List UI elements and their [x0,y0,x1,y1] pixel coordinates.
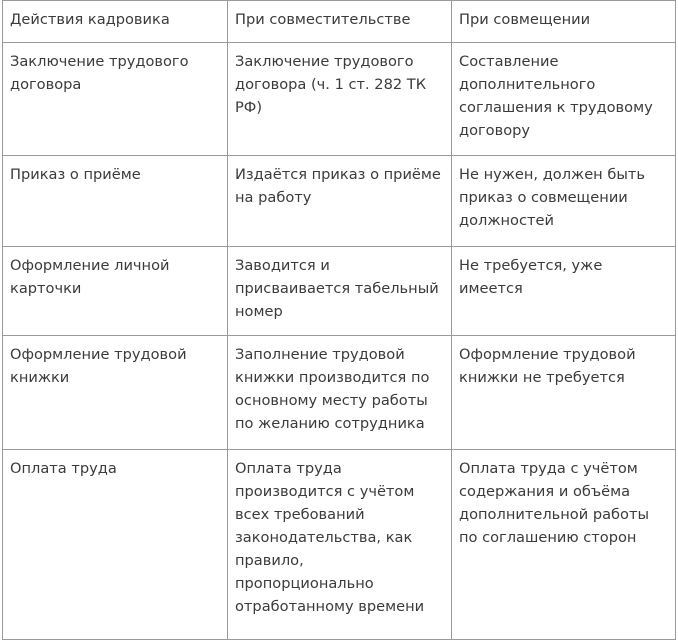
table-cell-action: Приказ о приёме [3,156,228,247]
table-cell-part-time: Издаётся приказ о приёме на работу [228,156,452,247]
header-cell-combination: При совмещении [452,1,676,43]
comparison-table [2,0,676,640]
table-cell-combination: Оформление трудовой книжки не требуется [452,336,676,450]
table-row [3,450,676,640]
table-cell-action: Оплата труда [3,450,228,640]
header-cell-actions: Действия кадровика [3,1,228,43]
table-cell-part-time: Оплата труда производится с учётом всех требований законодательства, как правило, пропорционально отработанному времени [228,450,452,640]
table-header-row [3,1,676,43]
table-row [3,156,676,247]
header-cell-part-time: При совместительстве [228,1,452,43]
table-cell-part-time: Заполнение трудовой книжки производится по основному месту работы по желанию сотрудника [228,336,452,450]
table-cell-part-time: Заключение трудового договора (ч. 1 ст. 282 ТК РФ) [228,43,452,156]
table-cell-action: Заключение трудового договора [3,43,228,156]
table-cell-combination: Составление дополнительного соглашения к трудовому договору [452,43,676,156]
table-cell-part-time: Заводится и присваивается табельный номер [228,247,452,336]
table-cell-combination: Не нужен, должен быть приказ о совмещении должностей [452,156,676,247]
table-row [3,43,676,156]
table-cell-combination: Не требуется, уже имеется [452,247,676,336]
table-cell-action: Оформление личной карточки [3,247,228,336]
table-row [3,336,676,450]
table-cell-action: Оформление трудовой книжки [3,336,228,450]
table-row [3,247,676,336]
comparison-table-container [2,0,675,640]
table-cell-combination: Оплата труда с учётом содержания и объёма дополнительной работы по соглашению сторон [452,450,676,640]
